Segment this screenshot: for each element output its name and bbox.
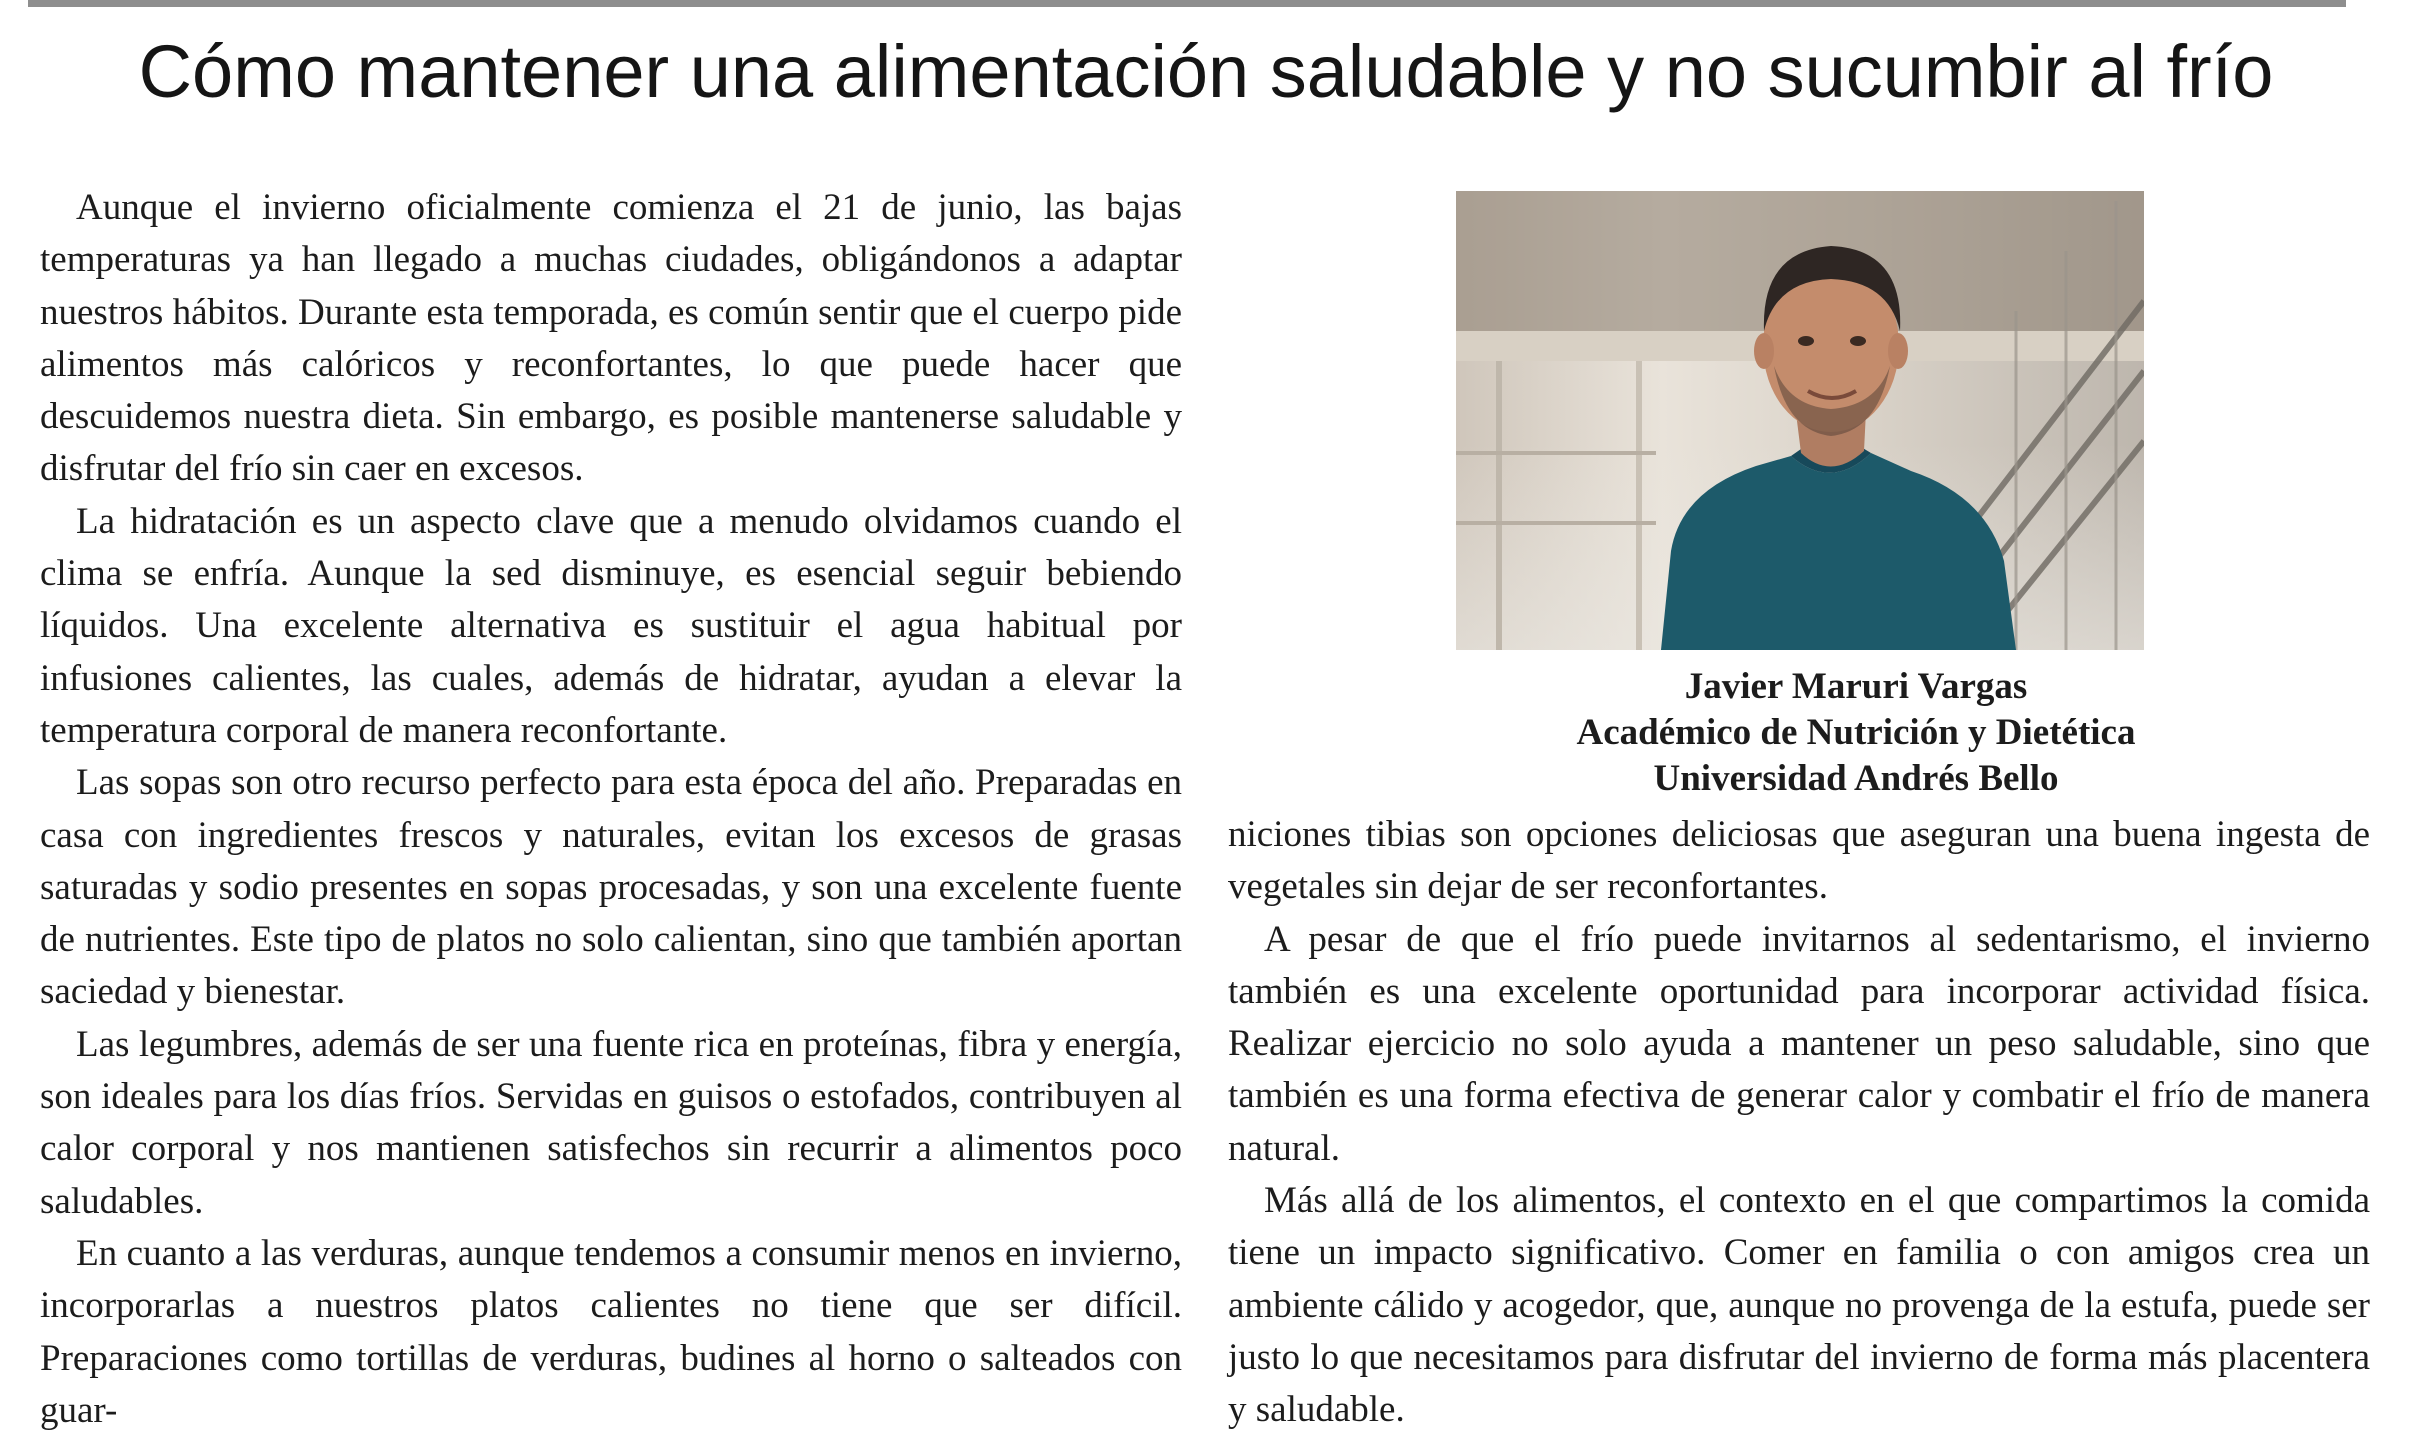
author-photo [1456,191,2144,650]
author-institution: Universidad Andrés Bello [1653,758,2059,799]
paragraph-7: A pesar de que el frío puede invitarnos al sedentarismo, el invierno también es una excelente oportunidad para incorporar actividad física. Realizar ejercicio no solo ayuda a mantener un peso saludable, sino que también es una forma efectiva de generar calor y combatir el frío de manera natural. [1228,918,2370,1169]
paragraph-8: Más allá de los alimentos, el contexto en el que compartimos la comida tiene un impacto significativo. Comer en familia o con amigos crea un ambiente cálido y acogedor, que, aunque no provenga de la estufa, puede ser justo lo que necesitamos para disfrutar del invierno de forma más placentera y saludable. [1228,1180,2370,1431]
paragraph-4: Las legumbres, además de ser una fuente rica en proteínas, fibra y energía, son ideales para los días fríos. Servidas en guisos o estofados, contribuyen al calor corporal y nos mantienen satisfechos sin recurrir a alimentos poco saludables. [40,1023,1182,1222]
article-title: Cómo mantener una alimentación saludable y no sucumbir al frío [138,30,2274,113]
paragraph-1: Aunque el invierno oficialmente comienza el 21 de junio, las bajas temperaturas ya han llegado a muchas ciudades, obligándonos a adaptar nuestros hábitos. Durante esta temporada, es común sentir que el cuerpo pide alimentos más calóricos y reconfortantes, lo que puede hacer que descuidemos nuestra dieta. Sin embargo, es posible mantenerse saludable y disfrutar del frío sin caer en excesos. [40,187,1182,490]
paragraph-2: La hidratación es un aspecto clave que a menudo olvidamos cuando el clima se enfría. Aunque la sed disminuye, es esencial seguir bebiendo líquidos. Una excelente alternativa es sustituir el agua habitual por infusiones calientes, las cuales, además de hidratar, ayudan a elevar la temperatura corporal de manera reconfortante. [40,500,1182,751]
paragraph-3: Las sopas son otro recurso perfecto para esta época del año. Preparadas en casa con ingredientes frescos y naturales, evitan los excesos de grasas saturadas y sodio presentes en sopas procesadas, y son una excelente fuente de nutrientes. Este tipo de platos no solo calientan, sino que también aportan saciedad y bienestar. [40,762,1182,1013]
article-right-column [1228,809,2370,1437]
paragraph-6: niciones tibias son opciones deliciosas que aseguran una buena ingesta de vegetales sin dejar de ser reconfortantes. [1228,814,2370,908]
author-caption [1456,664,2256,802]
author-photo-illustration [1456,191,2144,650]
article-left-column [40,182,1182,1437]
paragraph-5: En cuanto a las verduras, aunque tendemos a consumir menos en invierno, incorporarlas a nuestros platos calientes no tiene que ser difícil. Preparaciones como tortillas de verduras, budines al horno o salteados con guar- [40,1232,1182,1431]
top-rule [28,0,2346,7]
author-role: Académico de Nutrición y Dietética [1576,712,2136,753]
author-name: Javier Maruri Vargas [1684,666,2028,707]
